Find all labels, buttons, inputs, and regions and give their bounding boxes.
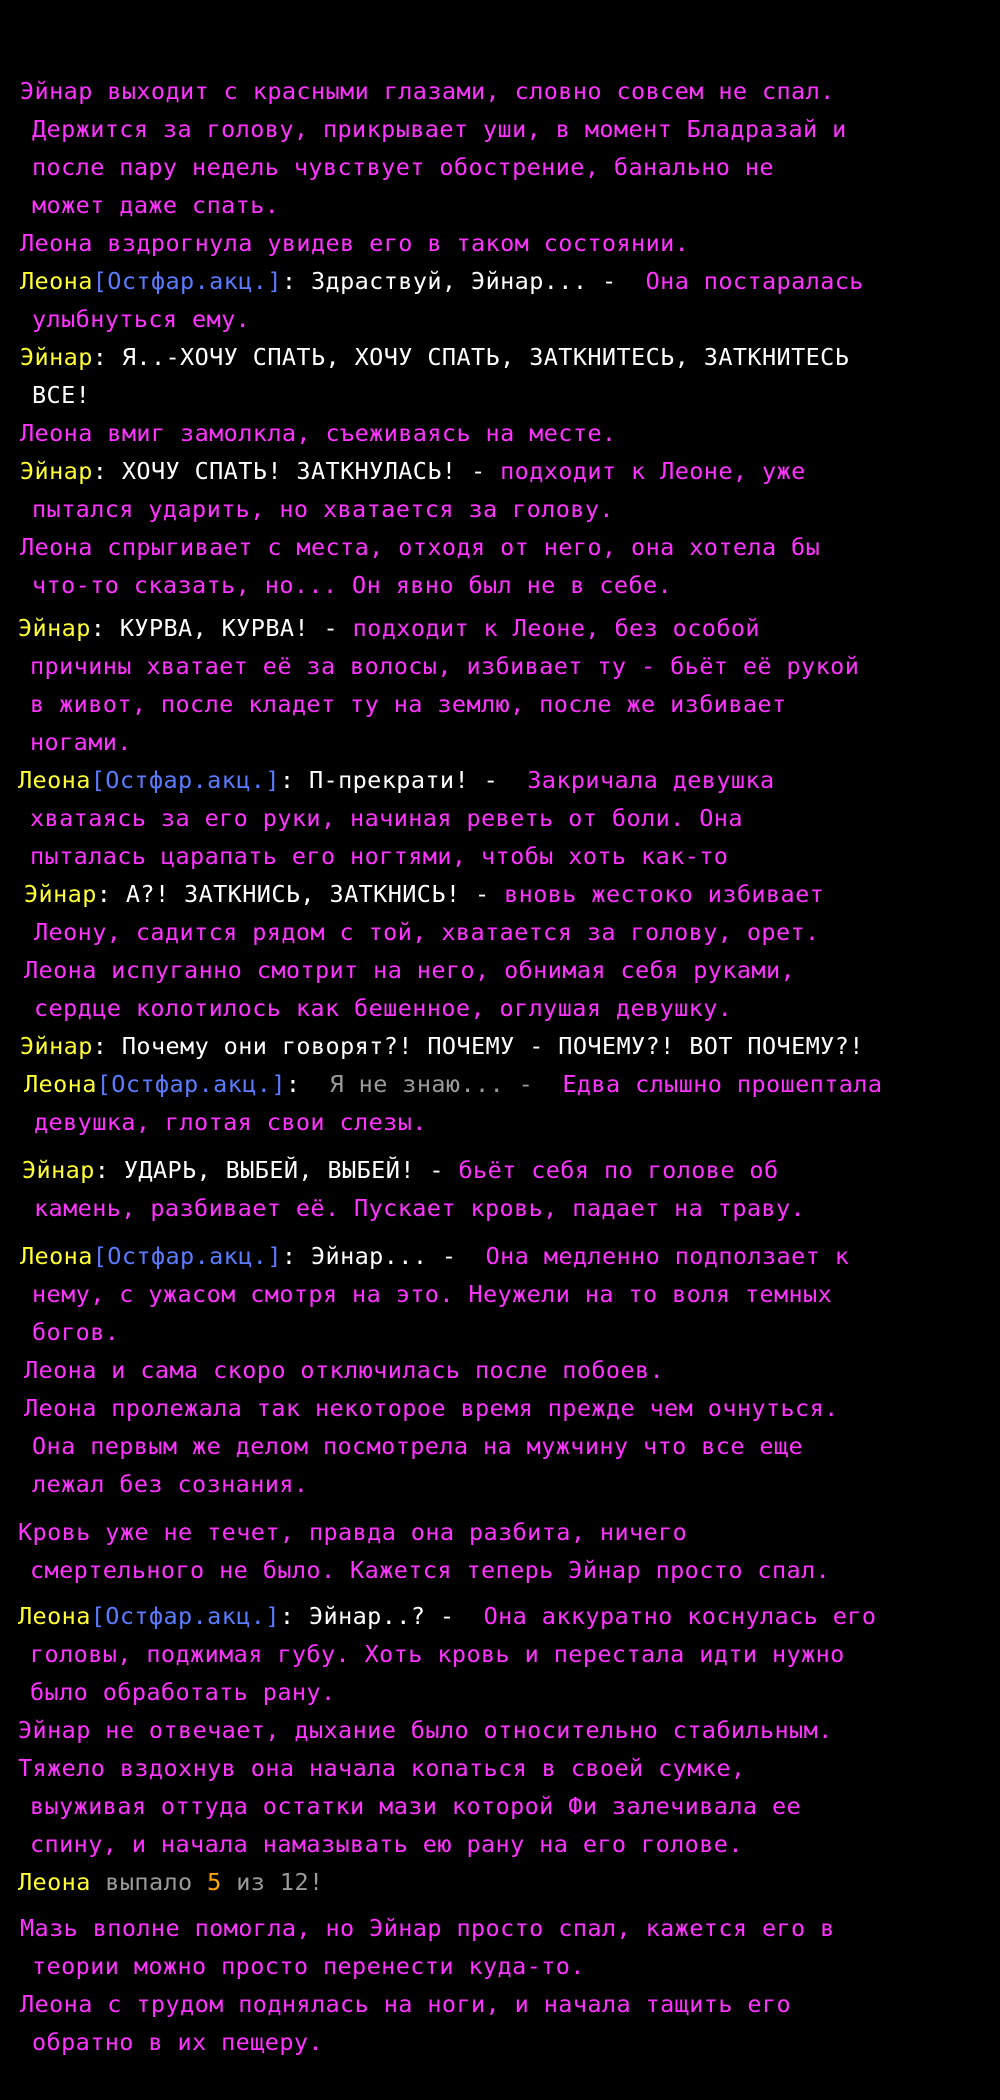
chat-line bbox=[32, 1313, 119, 1351]
speech-text: : Эйнар... - bbox=[281, 1242, 472, 1270]
emote-text: спину, и начала намазывать ею рану на его голове. bbox=[30, 1830, 743, 1858]
chat-line bbox=[20, 1909, 835, 1947]
chat-line bbox=[32, 300, 250, 338]
chat-line bbox=[24, 951, 795, 989]
quiet-text: Я не знаю... - bbox=[315, 1070, 548, 1098]
emote-text: Держится за голову, прикрывает уши, в момент Бладразай и bbox=[32, 115, 847, 143]
chat-line bbox=[18, 1711, 833, 1749]
emote-text: девушка, глотая свои слезы. bbox=[34, 1108, 427, 1136]
channel-tag: [Остфар.акц.] bbox=[92, 1242, 282, 1270]
chat-line bbox=[20, 72, 835, 110]
speech-text: : А?! ЗАТКНИСЬ, ЗАТКНИСЬ! - bbox=[96, 880, 505, 908]
emote-text: Она медленно подползает к bbox=[471, 1242, 850, 1270]
emote-text: сердце колотилось как бешенное, оглушая девушку. bbox=[34, 994, 733, 1022]
chat-line bbox=[20, 1027, 864, 1065]
emote-text: теории можно просто перенести куда-то. bbox=[32, 1952, 585, 1980]
emote-text: Леону, садится рядом с той, хватается за голову, орет. bbox=[34, 918, 820, 946]
emote-text: Леона с трудом поднялась на ноги, и начала тащить его bbox=[20, 1990, 792, 2018]
speech-text: : П-прекрати! - bbox=[279, 766, 513, 794]
emote-text: Леона пролежала так некоторое время прежде чем очнуться. bbox=[24, 1394, 839, 1422]
chat-line bbox=[30, 1787, 801, 1825]
chat-line bbox=[22, 1151, 779, 1189]
emote-text: Едва слышно прошептала bbox=[547, 1070, 883, 1098]
speech-text: : Я..-ХОЧУ СПАТЬ, ХОЧУ СПАТЬ, ЗАТКНИТЕСЬ, ЗАТКНИТЕСЬ bbox=[92, 343, 850, 371]
emote-text: лежал без сознания. bbox=[32, 1470, 309, 1498]
chat-line bbox=[18, 1597, 876, 1635]
speaker-name: Леона bbox=[20, 267, 93, 295]
speech-text: : Здраствуй, Эйнар... - bbox=[281, 267, 632, 295]
chat-line bbox=[30, 723, 132, 761]
chat-line bbox=[24, 1351, 664, 1389]
speaker-name: Эйнар bbox=[24, 880, 97, 908]
emote-text: камень, разбивает её. Пускает кровь, падает на траву. bbox=[34, 1194, 806, 1222]
speaker-name: Эйнар bbox=[20, 343, 93, 371]
chat-line bbox=[32, 148, 774, 186]
chat-line bbox=[20, 338, 849, 376]
speaker-name: Леона bbox=[18, 766, 91, 794]
chat-line bbox=[32, 1427, 803, 1465]
emote-text: пыталась царапать его ногтями, чтобы хоть как-то bbox=[30, 842, 729, 870]
channel-tag: [Остфар.акц.] bbox=[96, 1070, 286, 1098]
emote-text: Она аккуратно коснулась его bbox=[469, 1602, 877, 1630]
emote-text: обратно в их пещеру. bbox=[32, 2028, 323, 2056]
chat-line bbox=[24, 875, 824, 913]
chat-line bbox=[18, 609, 760, 647]
chat-line bbox=[30, 647, 859, 685]
speech-text: : bbox=[285, 1070, 315, 1098]
emote-text: Закричала девушка bbox=[512, 766, 775, 794]
chat-line bbox=[20, 528, 820, 566]
chat-line bbox=[32, 186, 279, 224]
chat-line bbox=[32, 1275, 832, 1313]
chat-line bbox=[18, 1513, 687, 1551]
emote-text: ногами. bbox=[30, 728, 132, 756]
channel-tag: [Остфар.акц.] bbox=[92, 267, 282, 295]
speaker-name: Леона bbox=[18, 1602, 91, 1630]
speaker-name: Леона bbox=[20, 1242, 93, 1270]
chat-line bbox=[32, 1947, 585, 1985]
emote-text: Леона испуганно смотрит на него, обнимая себя руками, bbox=[24, 956, 796, 984]
speaker-name: Эйнар bbox=[20, 457, 93, 485]
emote-text: хватаясь за его руки, начиная реветь от боли. Она bbox=[30, 804, 743, 832]
chat-line bbox=[24, 1389, 839, 1427]
chat-line bbox=[32, 566, 672, 604]
chat-line bbox=[34, 1189, 805, 1227]
emote-text: пытался ударить, но хватается за голову. bbox=[32, 495, 614, 523]
speaker-name: Эйнар bbox=[18, 614, 91, 642]
chat-line bbox=[20, 1985, 791, 2023]
emote-text: в живот, после кладет ту на землю, после же избивает bbox=[30, 690, 787, 718]
speech-text: : КУРВА, КУРВА! - bbox=[90, 614, 353, 642]
emote-text: Она первым же делом посмотрела на мужчину что все еще bbox=[32, 1432, 804, 1460]
chat-line bbox=[32, 2023, 323, 2061]
emote-text: было обработать рану. bbox=[30, 1678, 336, 1706]
emote-text: Леона спрыгивает с места, отходя от него, она хотела бы bbox=[20, 533, 821, 561]
chat-line bbox=[34, 913, 820, 951]
channel-tag: [Остфар.акц.] bbox=[90, 766, 280, 794]
channel-tag: [Остфар.акц.] bbox=[90, 1602, 280, 1630]
chat-line bbox=[20, 414, 616, 452]
chat-line bbox=[30, 685, 787, 723]
emote-text: Леона и сама скоро отключилась после побоев. bbox=[24, 1356, 665, 1384]
emote-text: Тяжело вздохнув она начала копаться в своей сумке, bbox=[18, 1754, 746, 1782]
emote-text: Она постаралась bbox=[631, 267, 864, 295]
chat-line bbox=[30, 1635, 845, 1673]
emote-text: подходит к Леоне, уже bbox=[500, 457, 806, 485]
chat-line bbox=[20, 452, 806, 490]
chat-line bbox=[18, 1749, 745, 1787]
chat-line bbox=[32, 490, 614, 528]
speaker-name: Эйнар bbox=[22, 1156, 95, 1184]
speaker-name: Леона bbox=[24, 1070, 97, 1098]
emote-text: богов. bbox=[32, 1318, 120, 1346]
speech-text: : УДАРЬ, ВЫБЕЙ, ВЫБЕЙ! - bbox=[94, 1156, 459, 1184]
quiet-text: из 12! bbox=[221, 1868, 324, 1896]
chat-line bbox=[18, 761, 775, 799]
chat-line bbox=[32, 376, 90, 414]
chat-line bbox=[30, 1825, 743, 1863]
emote-text: вновь жестоко избивает bbox=[504, 880, 825, 908]
speaker-name: Эйнар bbox=[20, 1032, 93, 1060]
emote-text: нему, с ужасом смотря на это. Неужели на то воля темных bbox=[32, 1280, 833, 1308]
chat-line bbox=[18, 1863, 324, 1901]
chat-line bbox=[30, 1673, 336, 1711]
emote-text: Кровь уже не течет, правда она разбита, ничего bbox=[18, 1518, 688, 1546]
speaker-name: Леона bbox=[18, 1868, 91, 1896]
emote-text: Леона вздрогнула увидев его в таком состоянии. bbox=[20, 229, 690, 257]
emote-text: может даже спать. bbox=[32, 191, 280, 219]
chat-line bbox=[34, 989, 732, 1027]
dice-result: 5 bbox=[207, 1868, 222, 1896]
chat-line bbox=[20, 262, 864, 300]
speech-text: : Эйнар..? - bbox=[279, 1602, 470, 1630]
emote-text: после пару недель чувствует обострение, банально не bbox=[32, 153, 774, 181]
emote-text: причины хватает её за волосы, избивает ту - бьёт её рукой bbox=[30, 652, 860, 680]
chat-line bbox=[32, 1465, 308, 1503]
emote-text: улыбнуться ему. bbox=[32, 305, 251, 333]
chat-line bbox=[30, 1551, 830, 1589]
speech-text: ВСЕ! bbox=[32, 381, 91, 409]
emote-text: Эйнар не отвечает, дыхание было относительно стабильным. bbox=[18, 1716, 833, 1744]
emote-text: смертельного не было. Кажется теперь Эйнар просто спал. bbox=[30, 1556, 831, 1584]
emote-text: выуживая оттуда остатки мази которой Фи залечивала ее bbox=[30, 1792, 802, 1820]
emote-text: Мазь вполне помогла, но Эйнар просто спал, кажется его в bbox=[20, 1914, 835, 1942]
speech-text: : Почему они говорят?! ПОЧЕМУ - ПОЧЕМУ?! ВОТ ПОЧЕМУ?! bbox=[92, 1032, 864, 1060]
chat-line bbox=[24, 1065, 882, 1103]
speech-text: : ХОЧУ СПАТЬ! ЗАТКНУЛАСЬ! - bbox=[92, 457, 501, 485]
quiet-text: выпало bbox=[90, 1868, 208, 1896]
emote-text: головы, поджимая губу. Хоть кровь и перестала идти нужно bbox=[30, 1640, 845, 1668]
chat-line bbox=[20, 224, 689, 262]
chat-line bbox=[32, 110, 847, 148]
emote-text: что-то сказать, но... Он явно был не в себе. bbox=[32, 571, 673, 599]
chat-line bbox=[20, 1237, 849, 1275]
emote-text: Эйнар выходит с красными глазами, словно совсем не спал. bbox=[20, 77, 835, 105]
emote-text: бьёт себя по голове об bbox=[458, 1156, 779, 1184]
emote-text: подходит к Леоне, без особой bbox=[352, 614, 760, 642]
chat-line bbox=[30, 837, 728, 875]
chat-line bbox=[30, 799, 743, 837]
emote-text: Леона вмиг замолкла, съеживаясь на месте. bbox=[20, 419, 617, 447]
chat-line bbox=[34, 1103, 427, 1141]
